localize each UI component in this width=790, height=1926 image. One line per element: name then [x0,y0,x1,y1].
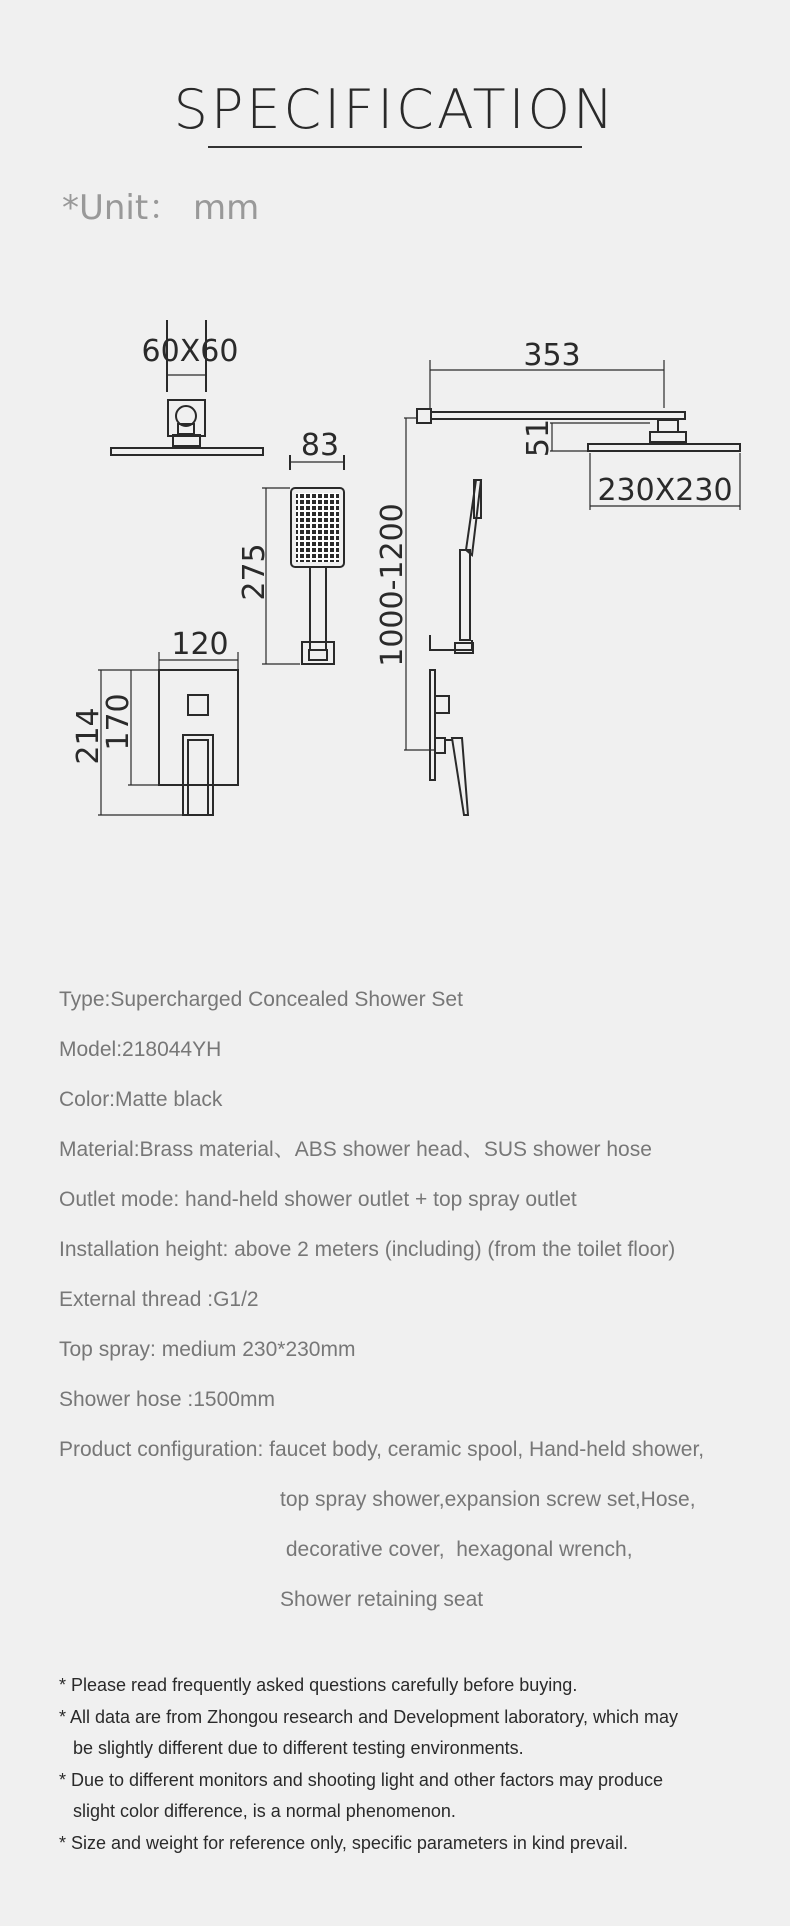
spec-config-cont: decorative cover, hexagonal wrench, [280,1538,633,1561]
dimension-drawing [0,320,790,840]
spec-material: Material:Brass material、ABS shower head、SUS shower hose [59,1138,652,1161]
spec-list [59,975,779,1625]
install-height-label: 1000-1200 [375,503,410,667]
arm-length-label: 353 [523,338,581,373]
note-cont: be slightly different due to different testing environments. [73,1738,524,1758]
valve-inner-height-label: 170 [101,693,136,751]
note: * Due to different monitors and shooting light and other factors may produce [59,1769,664,1790]
shower-system-side-icon [404,360,740,815]
spec-color: Color:Matte black [59,1088,223,1111]
arm-drop-label: 51 [521,418,556,458]
page-title: SPECIFICATION [173,78,617,141]
valve-width-label: 120 [171,627,229,662]
spec-config: Product configuration: faucet body, ceramic spool, Hand-held shower, [59,1438,705,1461]
title-underline [208,146,582,148]
spec-top-spray: Top spray: medium 230*230mm [59,1338,356,1361]
spec-install-height: Installation height: above 2 meters (including) (from the toilet floor) [59,1238,676,1261]
head-size-label: 230X230 [597,473,733,508]
top-shower-size-label: 60X60 [141,334,239,369]
spec-type: Type:Supercharged Concealed Shower Set [59,988,463,1011]
note: * All data are from Zhongou research and Development laboratory, which may [59,1706,678,1727]
valve-outer-height-label: 214 [71,707,106,765]
note: * Size and weight for reference only, specific parameters in kind prevail. [59,1832,628,1853]
spec-hose: Shower hose :1500mm [59,1388,275,1411]
note-cont: slight color difference, is a normal phenomenon. [73,1801,456,1821]
spec-outlet: Outlet mode: hand-held shower outlet + top spray outlet [59,1188,577,1211]
spec-config-cont: top spray shower,expansion screw set,Hose, [280,1488,696,1511]
handheld-height-label: 275 [237,543,272,601]
spec-config-cont: Shower retaining seat [280,1588,484,1611]
note: * Please read frequently asked questions carefully before buying. [59,1675,578,1695]
spec-model: Model:218044YH [59,1038,222,1061]
unit-label: *Unit： mm [62,188,260,228]
notes-list [59,1670,759,1859]
spec-thread: External thread :G1/2 [59,1288,259,1311]
handheld-width-label: 83 [300,428,340,463]
handheld-shower-icon [262,455,344,664]
